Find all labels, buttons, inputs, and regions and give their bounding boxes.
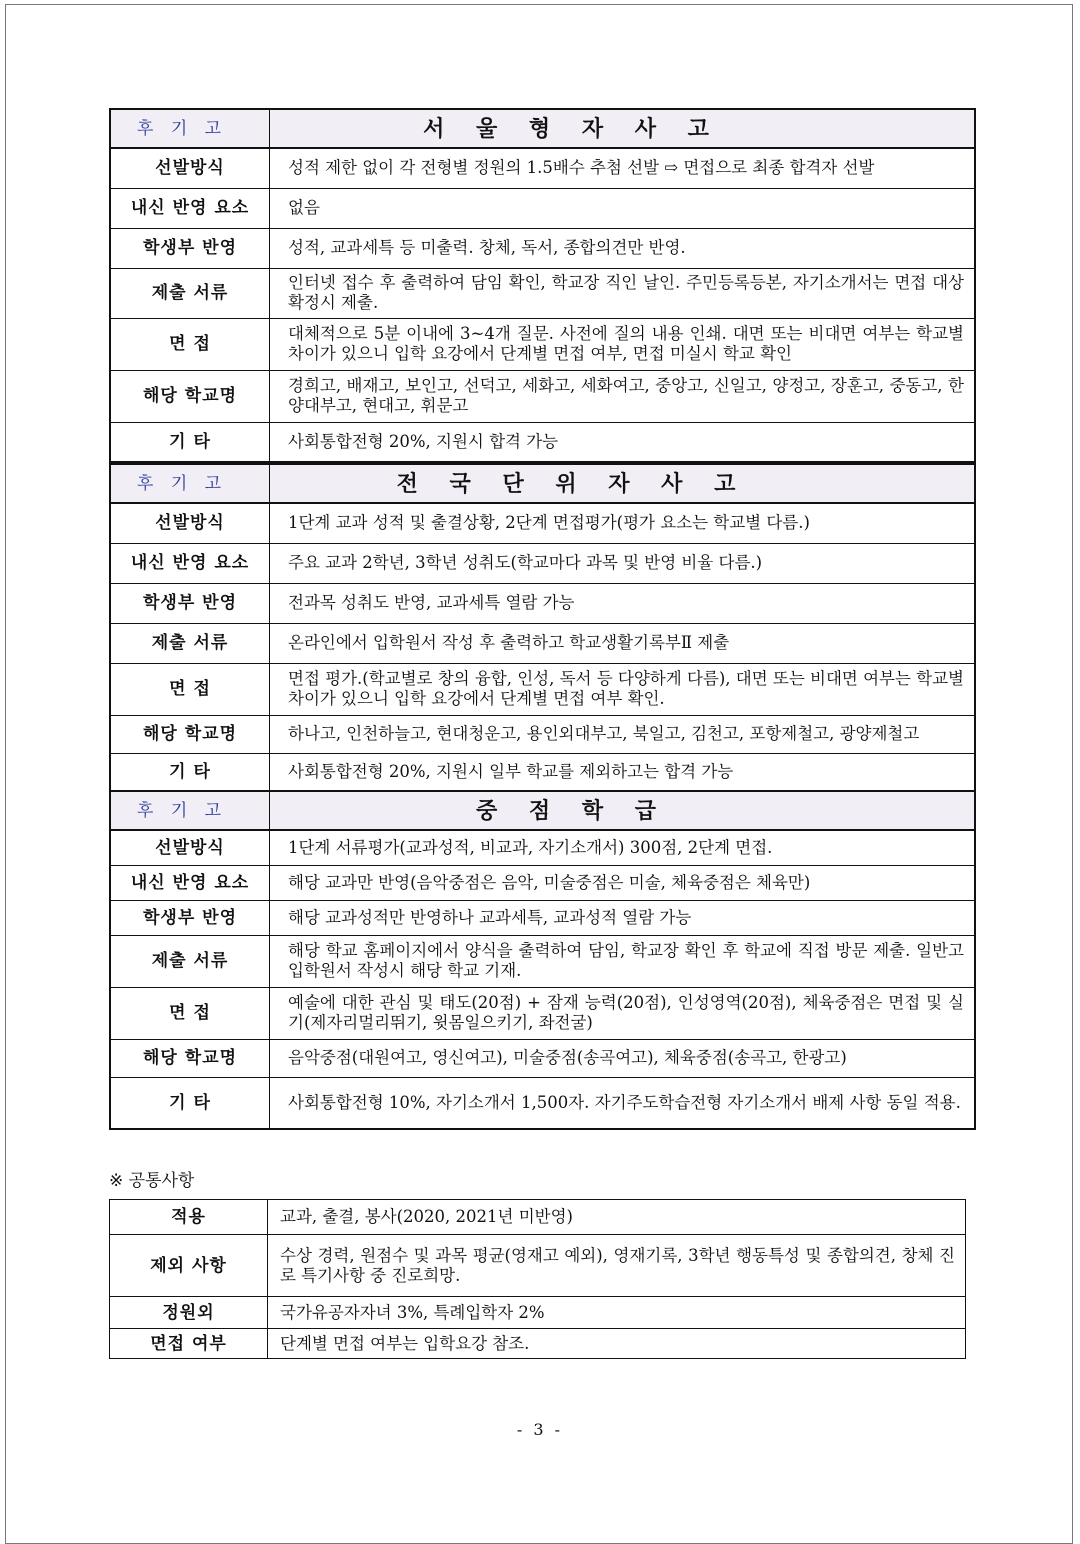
table-row (110, 715, 975, 753)
section-table-national (109, 463, 976, 792)
row-label: 해당 학교명 (110, 370, 270, 422)
row-label: 내신 반영 요소 (110, 865, 270, 900)
section-header (110, 791, 975, 830)
table-row (110, 1200, 966, 1235)
row-label: 해당 학교명 (110, 1039, 270, 1077)
table-row (110, 1297, 966, 1329)
common-heading: ※ 공통사항 (109, 1171, 195, 1191)
row-value: 국가유공자자녀 3%, 특례입학자 2% (268, 1297, 966, 1329)
row-value: 단계별 면접 여부는 입학요강 참조. (268, 1329, 966, 1359)
row-label: 제출 서류 (110, 935, 270, 987)
row-value: 예술에 대한 관심 및 태도(20점) + 잠재 능력(20점), 인성영역(20점), 체육중점은 면접 및 실기(제자리멀리뛰기, 윗몸일으키기, 좌전굴) (270, 987, 976, 1039)
row-value: 하나고, 인천하늘고, 현대청운고, 용인외대부고, 북일고, 김천고, 포항제철고, 광양제철고 (270, 715, 976, 753)
row-label: 적용 (110, 1200, 268, 1235)
row-label: 선발방식 (110, 503, 270, 543)
row-value: 교과, 출결, 봉사(2020, 2021년 미반영) (268, 1200, 966, 1235)
section-header (110, 464, 975, 503)
section-table-seoul (109, 108, 976, 463)
row-label: 학생부 반영 (110, 583, 270, 623)
table-row (110, 753, 975, 791)
row-value: 사회통합전형 20%, 지원시 일부 학교를 제외하고는 합격 가능 (270, 753, 976, 791)
row-value: 해당 교과성적만 반영하나 교과세특, 교과성적 열람 가능 (270, 900, 976, 935)
row-label: 제출 서류 (110, 268, 270, 318)
row-value: 해당 교과만 반영(음악중점은 음악, 미술중점은 미술, 체육중점은 체육만) (270, 865, 976, 900)
table-row (110, 370, 975, 422)
row-label: 면 접 (110, 663, 270, 715)
section-tag: 후 기 고 (110, 464, 270, 503)
row-value: 인터넷 접수 후 출력하여 담임 확인, 학교장 직인 날인. 주민등록등본, 자기소개서는 면접 대상 확정시 제출. (270, 268, 976, 318)
row-label: 면 접 (110, 318, 270, 370)
row-value: 수상 경력, 원점수 및 과목 평균(영재고 예외), 영재기록, 3학년 행동특성 및 종합의견, 창체 진로 특기사항 중 진로희망. (268, 1235, 966, 1297)
table-row (110, 663, 975, 715)
row-value: 사회통합전형 20%, 지원시 합격 가능 (270, 422, 976, 462)
row-label: 정원외 (110, 1297, 268, 1329)
row-label: 학생부 반영 (110, 228, 270, 268)
row-label: 기 타 (110, 753, 270, 791)
row-label: 학생부 반영 (110, 900, 270, 935)
table-row (110, 1077, 975, 1129)
table-row (110, 543, 975, 583)
table-row (110, 318, 975, 370)
table-row (110, 900, 975, 935)
table-row (110, 865, 975, 900)
section-title: 중 점 학 급 (270, 791, 976, 830)
row-label: 내신 반영 요소 (110, 543, 270, 583)
section-title: 전 국 단 위 자 사 고 (270, 464, 976, 503)
row-value: 전과목 성취도 반영, 교과세특 열람 가능 (270, 583, 976, 623)
row-label: 제외 사항 (110, 1235, 268, 1297)
row-value: 온라인에서 입학원서 작성 후 출력하고 학교생활기록부Ⅱ 제출 (270, 623, 976, 663)
table-row (110, 268, 975, 318)
table-row (110, 188, 975, 228)
row-value: 성적 제한 없이 각 전형별 정원의 1.5배수 추첨 선발 ⇨ 면접으로 최종 합격자 선발 (270, 148, 976, 188)
row-label: 면 접 (110, 987, 270, 1039)
table-row (110, 935, 975, 987)
table-row (110, 1039, 975, 1077)
section-tag: 후 기 고 (110, 791, 270, 830)
row-value: 경희고, 배재고, 보인고, 선덕고, 세화고, 세화여고, 중앙고, 신일고, 양정고, 장훈고, 중동고, 한양대부고, 현대고, 휘문고 (270, 370, 976, 422)
table-row (110, 228, 975, 268)
row-value: 대체적으로 5분 이내에 3~4개 질문. 사전에 질의 내용 인쇄. 대면 또는 비대면 여부는 학교별 차이가 있으니 입학 요강에서 단계별 면접 여부, 면접 미실시 학교 확인 (270, 318, 976, 370)
row-value: 없음 (270, 188, 976, 228)
row-label: 기 타 (110, 1077, 270, 1129)
row-label: 해당 학교명 (110, 715, 270, 753)
table-row (110, 422, 975, 462)
row-value: 성적, 교과세특 등 미출력. 창체, 독서, 종합의견만 반영. (270, 228, 976, 268)
row-label: 내신 반영 요소 (110, 188, 270, 228)
row-value: 음악중점(대원여고, 영신여고), 미술중점(송곡여고), 체육중점(송곡고, 한광고) (270, 1039, 976, 1077)
table-row (110, 503, 975, 543)
row-label: 면접 여부 (110, 1329, 268, 1359)
row-label: 제출 서류 (110, 623, 270, 663)
section-tag: 후 기 고 (110, 109, 270, 148)
table-row (110, 583, 975, 623)
common-table (109, 1199, 966, 1359)
table-row (110, 623, 975, 663)
row-value: 주요 교과 2학년, 3학년 성취도(학교마다 과목 및 반영 비율 다름.) (270, 543, 976, 583)
row-value: 1단계 서류평가(교과성적, 비교과, 자기소개서) 300점, 2단계 면접. (270, 830, 976, 865)
row-value: 1단계 교과 성적 및 출결상황, 2단계 면접평가(평가 요소는 학교별 다름.) (270, 503, 976, 543)
section-table-focus-class (109, 790, 976, 1130)
table-row (110, 1329, 966, 1359)
section-title: 서 울 형 자 사 고 (270, 109, 976, 148)
row-label: 선발방식 (110, 148, 270, 188)
section-header (110, 109, 975, 148)
row-value: 사회통합전형 10%, 자기소개서 1,500자. 자기주도학습전형 자기소개서 배제 사항 동일 적용. (270, 1077, 976, 1129)
row-label: 선발방식 (110, 830, 270, 865)
table-row (110, 148, 975, 188)
table-row (110, 1235, 966, 1297)
table-row (110, 987, 975, 1039)
table-row (110, 830, 975, 865)
row-value: 면접 평가.(학교별로 창의 융합, 인성, 독서 등 다양하게 다름), 대면 또는 비대면 여부는 학교별 차이가 있으니 입학 요강에서 단계별 면접 여부 확인. (270, 663, 976, 715)
row-label: 기 타 (110, 422, 270, 462)
page-number: - 3 - (516, 1420, 564, 1439)
row-value: 해당 학교 홈페이지에서 양식을 출력하여 담임, 학교장 확인 후 학교에 직접 방문 제출. 일반고 입학원서 작성시 해당 학교 기재. (270, 935, 976, 987)
